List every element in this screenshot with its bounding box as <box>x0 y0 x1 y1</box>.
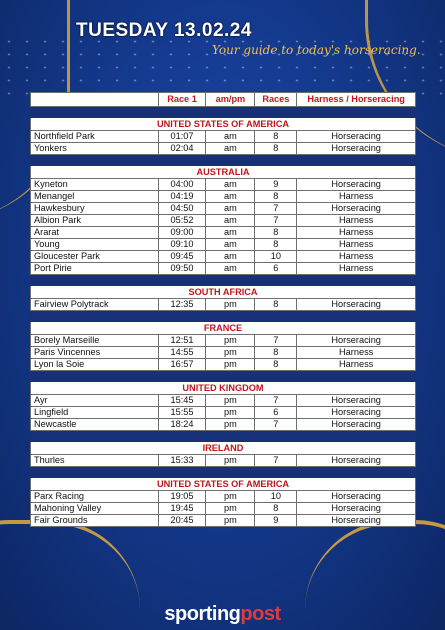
race1-time-cell: 15:33 <box>158 455 206 467</box>
ampm-cell: pm <box>206 515 255 527</box>
ampm-cell: pm <box>206 491 255 503</box>
races-count-cell: 8 <box>255 239 297 251</box>
column-header-type: Harness / Horseracing <box>297 93 416 107</box>
page-title: TUESDAY 13.02.24 <box>76 20 252 41</box>
races-count-cell: 8 <box>255 503 297 515</box>
table-row <box>31 131 416 143</box>
ampm-cell: am <box>206 191 255 203</box>
country-heading: UNITED STATES OF AMERICA <box>31 478 416 491</box>
races-count-cell: 8 <box>255 143 297 155</box>
race-type-cell: Horseracing <box>297 395 416 407</box>
venue-cell: Parx Racing <box>31 491 159 503</box>
ampm-cell: pm <box>206 335 255 347</box>
venue-cell: Newcastle <box>31 419 159 431</box>
race-type-cell: Harness <box>297 215 416 227</box>
venue-cell: Mahoning Valley <box>31 503 159 515</box>
race-schedule-sheet <box>30 92 416 527</box>
table-row <box>31 515 416 527</box>
race1-time-cell: 19:45 <box>158 503 206 515</box>
venue-cell: Kyneton <box>31 179 159 191</box>
venue-cell: Lyon la Soie <box>31 359 159 371</box>
race-type-cell: Harness <box>297 239 416 251</box>
race1-time-cell: 14:55 <box>158 347 206 359</box>
race1-time-cell: 09:45 <box>158 251 206 263</box>
races-count-cell: 7 <box>255 419 297 431</box>
races-count-cell: 7 <box>255 455 297 467</box>
races-count-cell: 8 <box>255 299 297 311</box>
logo-part-sporting: sporting <box>164 603 241 625</box>
country-heading: UNITED KINGDOM <box>31 382 416 395</box>
ampm-cell: pm <box>206 299 255 311</box>
races-count-cell: 8 <box>255 359 297 371</box>
races-count-cell: 8 <box>255 191 297 203</box>
country-row <box>31 322 416 335</box>
venue-cell: Northfield Park <box>31 131 159 143</box>
table-body <box>31 107 416 527</box>
ampm-cell: am <box>206 239 255 251</box>
ampm-cell: am <box>206 203 255 215</box>
race-type-cell: Harness <box>297 347 416 359</box>
races-count-cell: 6 <box>255 407 297 419</box>
table-row <box>31 359 416 371</box>
venue-cell: Fairview Polytrack <box>31 299 159 311</box>
separator-cell <box>31 371 416 382</box>
table-row <box>31 215 416 227</box>
ampm-cell: pm <box>206 419 255 431</box>
ampm-cell: am <box>206 179 255 191</box>
table-row <box>31 299 416 311</box>
table-row <box>31 419 416 431</box>
venue-cell: Young <box>31 239 159 251</box>
race1-time-cell: 20:45 <box>158 515 206 527</box>
venue-cell: Yonkers <box>31 143 159 155</box>
race1-time-cell: 04:19 <box>158 191 206 203</box>
race-type-cell: Horseracing <box>297 179 416 191</box>
country-heading: UNITED STATES OF AMERICA <box>31 118 416 131</box>
table-row <box>31 227 416 239</box>
column-header-races: Races <box>255 93 297 107</box>
section-separator <box>31 107 416 118</box>
section-separator <box>31 371 416 382</box>
venue-cell: Thurles <box>31 455 159 467</box>
table-row <box>31 143 416 155</box>
table-row <box>31 503 416 515</box>
races-count-cell: 6 <box>255 263 297 275</box>
venue-cell: Ararat <box>31 227 159 239</box>
race1-time-cell: 04:50 <box>158 203 206 215</box>
separator-cell <box>31 431 416 442</box>
venue-cell: Menangel <box>31 191 159 203</box>
table-row <box>31 395 416 407</box>
race1-time-cell: 09:00 <box>158 227 206 239</box>
venue-cell: Paris Vincennes <box>31 347 159 359</box>
ampm-cell: pm <box>206 407 255 419</box>
section-separator <box>31 155 416 166</box>
race-type-cell: Horseracing <box>297 491 416 503</box>
race-type-cell: Harness <box>297 191 416 203</box>
ampm-cell: am <box>206 227 255 239</box>
country-heading: AUSTRALIA <box>31 166 416 179</box>
races-count-cell: 7 <box>255 395 297 407</box>
race1-time-cell: 02:04 <box>158 143 206 155</box>
country-row <box>31 166 416 179</box>
race-type-cell: Harness <box>297 359 416 371</box>
table-row <box>31 347 416 359</box>
race-type-cell: Horseracing <box>297 407 416 419</box>
country-row <box>31 442 416 455</box>
races-count-cell: 9 <box>255 179 297 191</box>
race1-time-cell: 15:55 <box>158 407 206 419</box>
race1-time-cell: 09:10 <box>158 239 206 251</box>
race1-time-cell: 19:05 <box>158 491 206 503</box>
separator-cell <box>31 107 416 118</box>
race1-time-cell: 12:51 <box>158 335 206 347</box>
venue-cell: Borely Marseille <box>31 335 159 347</box>
column-header-ampm: am/pm <box>206 93 255 107</box>
ampm-cell: pm <box>206 347 255 359</box>
separator-cell <box>31 155 416 166</box>
races-count-cell: 10 <box>255 491 297 503</box>
ampm-cell: pm <box>206 503 255 515</box>
race1-time-cell: 18:24 <box>158 419 206 431</box>
ampm-cell: am <box>206 215 255 227</box>
race-type-cell: Horseracing <box>297 455 416 467</box>
venue-cell: Gloucester Park <box>31 251 159 263</box>
race1-time-cell: 09:50 <box>158 263 206 275</box>
race-schedule-table <box>30 92 416 527</box>
table-row <box>31 455 416 467</box>
ampm-cell: pm <box>206 455 255 467</box>
race1-time-cell: 04:00 <box>158 179 206 191</box>
race-type-cell: Horseracing <box>297 131 416 143</box>
table-row <box>31 251 416 263</box>
table-row <box>31 179 416 191</box>
sporting-post-logo <box>0 603 445 626</box>
race-type-cell: Horseracing <box>297 299 416 311</box>
race-type-cell: Harness <box>297 251 416 263</box>
races-count-cell: 9 <box>255 515 297 527</box>
country-heading: IRELAND <box>31 442 416 455</box>
race-type-cell: Horseracing <box>297 335 416 347</box>
venue-cell: Port Pirie <box>31 263 159 275</box>
logo-part-post: post <box>240 603 281 625</box>
races-count-cell: 7 <box>255 215 297 227</box>
races-count-cell: 8 <box>255 227 297 239</box>
races-count-cell: 7 <box>255 203 297 215</box>
venue-cell: Albion Park <box>31 215 159 227</box>
country-row <box>31 478 416 491</box>
races-count-cell: 8 <box>255 347 297 359</box>
race-type-cell: Harness <box>297 263 416 275</box>
table-row <box>31 203 416 215</box>
country-row <box>31 118 416 131</box>
races-count-cell: 7 <box>255 335 297 347</box>
page-subtitle: Your guide to today's horseracing. <box>212 43 421 57</box>
race-type-cell: Horseracing <box>297 143 416 155</box>
race-type-cell: Horseracing <box>297 419 416 431</box>
column-header-race1: Race 1 <box>158 93 206 107</box>
table-row <box>31 239 416 251</box>
races-count-cell: 10 <box>255 251 297 263</box>
venue-cell: Lingfield <box>31 407 159 419</box>
race-type-cell: Harness <box>297 227 416 239</box>
table-row <box>31 263 416 275</box>
ampm-cell: am <box>206 131 255 143</box>
race-type-cell: Horseracing <box>297 515 416 527</box>
section-separator <box>31 467 416 478</box>
table-row <box>31 407 416 419</box>
table-header-row <box>31 93 416 107</box>
country-row <box>31 382 416 395</box>
country-heading: FRANCE <box>31 322 416 335</box>
venue-cell: Ayr <box>31 395 159 407</box>
venue-cell: Fair Grounds <box>31 515 159 527</box>
race1-time-cell: 12:35 <box>158 299 206 311</box>
column-header-venue <box>31 93 159 107</box>
race1-time-cell: 05:52 <box>158 215 206 227</box>
ampm-cell: am <box>206 143 255 155</box>
race1-time-cell: 15:45 <box>158 395 206 407</box>
ampm-cell: am <box>206 251 255 263</box>
ampm-cell: pm <box>206 359 255 371</box>
country-row <box>31 286 416 299</box>
country-heading: SOUTH AFRICA <box>31 286 416 299</box>
table-row <box>31 191 416 203</box>
table-row <box>31 491 416 503</box>
race-type-cell: Horseracing <box>297 503 416 515</box>
section-separator <box>31 275 416 286</box>
race1-time-cell: 01:07 <box>158 131 206 143</box>
separator-cell <box>31 275 416 286</box>
separator-cell <box>31 467 416 478</box>
table-row <box>31 335 416 347</box>
ampm-cell: am <box>206 263 255 275</box>
ampm-cell: pm <box>206 395 255 407</box>
races-count-cell: 8 <box>255 131 297 143</box>
race-type-cell: Horseracing <box>297 203 416 215</box>
race1-time-cell: 16:57 <box>158 359 206 371</box>
venue-cell: Hawkesbury <box>31 203 159 215</box>
section-separator <box>31 431 416 442</box>
section-separator <box>31 311 416 322</box>
separator-cell <box>31 311 416 322</box>
